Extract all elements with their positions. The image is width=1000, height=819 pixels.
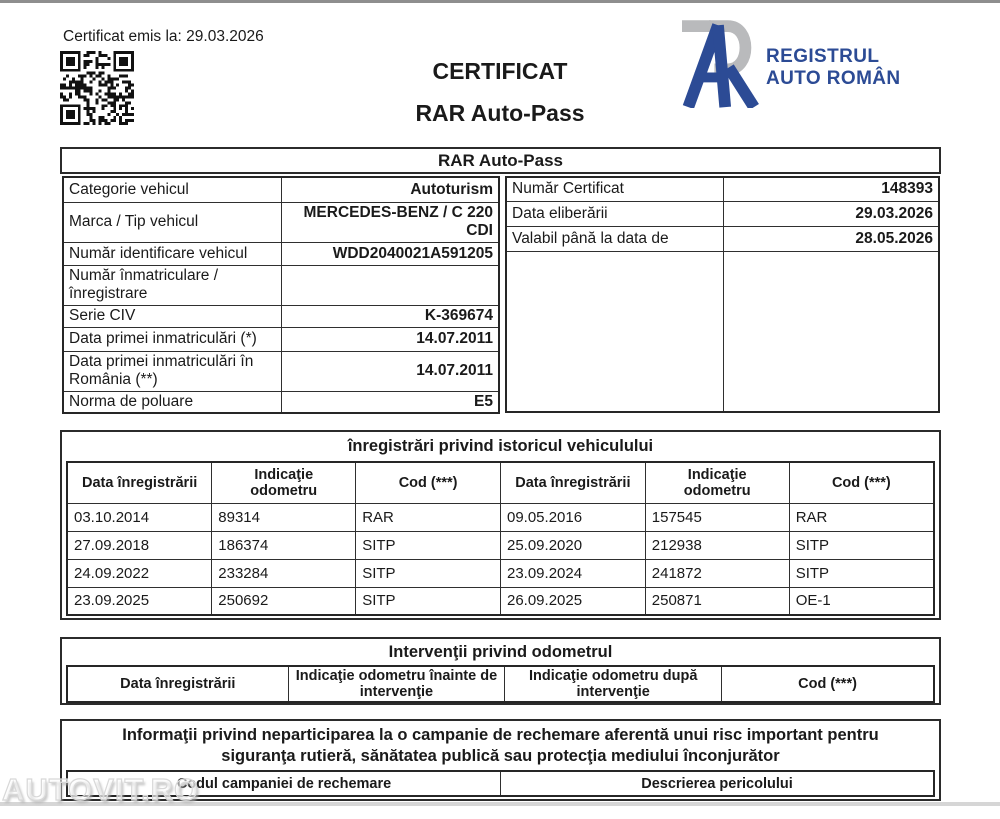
- history-row: [67, 559, 934, 587]
- cell: 241872: [645, 559, 789, 587]
- field-label: Norma de poluare: [63, 391, 281, 413]
- table-row: [63, 351, 499, 391]
- watermark: AUTOVIT.RO: [2, 772, 200, 807]
- field-label: Data eliberării: [506, 201, 723, 226]
- field-label: Număr înmatriculare / înregistrare: [63, 265, 281, 305]
- cell: 03.10.2014: [67, 503, 212, 531]
- cell: SITP: [356, 587, 501, 615]
- cell: SITP: [789, 559, 934, 587]
- column-header: Codul campaniei de rechemare: [67, 771, 501, 796]
- field-label: Număr identificare vehicul: [63, 242, 281, 265]
- logo-org-line2: AUTO ROMÂN: [766, 68, 901, 89]
- field-value: MERCEDES-BENZ / C 220 CDI: [281, 202, 499, 242]
- field-label: Data primei inmatriculări în România (**): [63, 351, 281, 391]
- rar-logo: [676, 18, 901, 108]
- history-table: [66, 461, 935, 616]
- cell: 24.09.2022: [67, 559, 212, 587]
- cell: 09.05.2016: [500, 503, 645, 531]
- field-label: Data primei inmatriculări (*): [63, 327, 281, 351]
- cell: 250871: [645, 587, 789, 615]
- rar-monogram-icon: [676, 18, 760, 108]
- recall-section-title: Informaţii privind neparticiparea la o campanie de rechemare aferentă unui risc important pentru siguranţa rutieră, sănătatea publică sau protecţia mediului înconjurător: [122, 725, 879, 765]
- field-value: Autoturism: [281, 177, 499, 202]
- column-header: Indicaţie odometru: [212, 462, 356, 503]
- field-value: 29.03.2026: [723, 201, 939, 226]
- table-row: [63, 391, 499, 413]
- history-row: [67, 587, 934, 615]
- logo-org-line1: REGISTRUL: [766, 46, 880, 67]
- history-row: [67, 503, 934, 531]
- table-row: [506, 251, 939, 412]
- title-line-1: CERTIFICAT: [432, 58, 568, 84]
- cell: SITP: [356, 531, 501, 559]
- empty-cell: [506, 251, 723, 412]
- column-header: Data înregistrării: [67, 666, 288, 702]
- field-value: 148393: [723, 177, 939, 201]
- interventions-section-title: Intervenţii privind odometrul: [388, 642, 613, 661]
- history-section-title: înregistrări privind istoricul vehiculului: [347, 437, 654, 455]
- cell: RAR: [789, 503, 934, 531]
- table-row: [506, 226, 939, 251]
- empty-cell: [723, 251, 939, 412]
- history-header-row: [67, 462, 934, 503]
- field-value: 14.07.2011: [281, 351, 499, 391]
- table-row: [506, 177, 939, 201]
- cell: 250692: [212, 587, 356, 615]
- field-value: 14.07.2011: [281, 327, 499, 351]
- column-header: Cod (***): [356, 462, 501, 503]
- cell: SITP: [356, 559, 501, 587]
- cell: OE-1: [789, 587, 934, 615]
- cell: 89314: [212, 503, 356, 531]
- column-header: Descrierea pericolului: [501, 771, 935, 796]
- certificate-info-table: [505, 176, 940, 413]
- cell: RAR: [356, 503, 501, 531]
- cell: 23.09.2025: [67, 587, 212, 615]
- field-label: Categorie vehicul: [63, 177, 281, 202]
- column-header: Indicaţie odometru după intervenţie: [505, 666, 722, 702]
- table-row: [63, 177, 499, 202]
- interventions-table: [66, 665, 935, 703]
- cell: 212938: [645, 531, 789, 559]
- column-header: Data înregistrării: [500, 462, 645, 503]
- vehicle-info-table: [62, 176, 500, 414]
- field-value: WDD2040021A591205: [281, 242, 499, 265]
- column-header: Indicaţie odometru înainte de intervenţie: [288, 666, 505, 702]
- table-row: [63, 242, 499, 265]
- field-label: Număr Certificat: [506, 177, 723, 201]
- table-row: [63, 265, 499, 305]
- cell: SITP: [789, 531, 934, 559]
- field-label: Marca / Tip vehicul: [63, 202, 281, 242]
- column-header: Indicaţie odometru: [645, 462, 789, 503]
- table-row: [506, 201, 939, 226]
- field-value: 28.05.2026: [723, 226, 939, 251]
- interventions-header-row: [67, 666, 934, 702]
- cell: 26.09.2025: [500, 587, 645, 615]
- field-value: E5: [281, 391, 499, 413]
- field-label: Serie CIV: [63, 305, 281, 327]
- field-label: Valabil până la data de: [506, 226, 723, 251]
- table-row: [63, 305, 499, 327]
- issue-date-text: Certificat emis la: 29.03.2026: [63, 28, 264, 45]
- top-edge-line: [0, 0, 1000, 3]
- cell: 27.09.2018: [67, 531, 212, 559]
- cell: 25.09.2020: [500, 531, 645, 559]
- cell: 23.09.2024: [500, 559, 645, 587]
- cell: 157545: [645, 503, 789, 531]
- cell: 233284: [212, 559, 356, 587]
- table-row: [63, 202, 499, 242]
- field-value: K-369674: [281, 305, 499, 327]
- column-header: Cod (***): [722, 666, 934, 702]
- interventions-section: [60, 637, 941, 705]
- field-value: [281, 265, 499, 305]
- column-header: Cod (***): [789, 462, 934, 503]
- certificate-section-header: RAR Auto-Pass: [60, 147, 941, 174]
- logo-org-name: [766, 46, 901, 90]
- history-section: [60, 430, 941, 620]
- column-header: Data înregistrării: [67, 462, 212, 503]
- history-row: [67, 531, 934, 559]
- title-line-2: RAR Auto-Pass: [415, 100, 585, 126]
- cell: 186374: [212, 531, 356, 559]
- table-row: [63, 327, 499, 351]
